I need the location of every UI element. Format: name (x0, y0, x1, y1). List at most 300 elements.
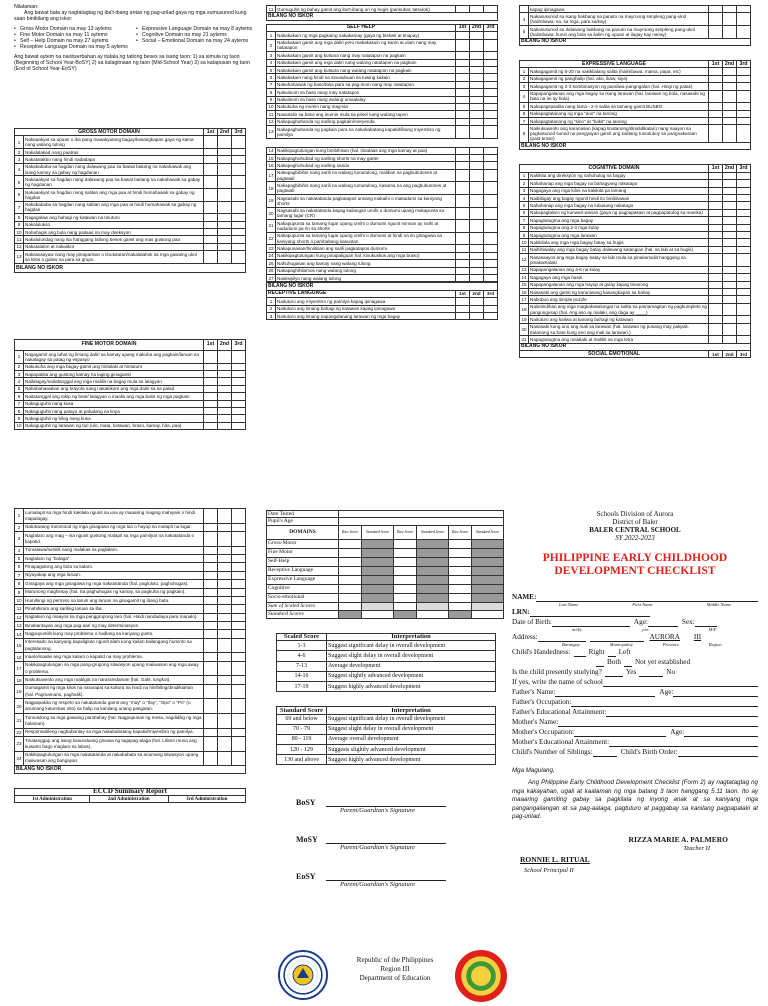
score-cell[interactable] (393, 602, 416, 610)
score-cell[interactable] (448, 593, 471, 602)
score-cell[interactable] (709, 125, 723, 143)
score-cell[interactable] (232, 699, 246, 714)
score-cell[interactable] (709, 68, 723, 75)
no-checkbox[interactable] (639, 669, 663, 677)
score-cell[interactable] (232, 385, 246, 392)
score-cell[interactable] (218, 638, 232, 653)
score-cell[interactable] (709, 316, 723, 323)
score-cell[interactable] (204, 638, 218, 653)
score-cell[interactable] (393, 593, 416, 602)
father-education-field[interactable] (606, 709, 758, 717)
score-cell[interactable] (484, 118, 498, 125)
score-cell[interactable] (737, 68, 751, 75)
score-cell[interactable] (484, 260, 498, 267)
score-cell[interactable] (456, 169, 470, 182)
score-cell[interactable] (232, 588, 246, 596)
score-cell[interactable] (472, 610, 504, 618)
score-cell[interactable] (204, 251, 218, 264)
score-cell[interactable] (737, 195, 751, 202)
score-cell[interactable] (204, 385, 218, 392)
score-cell[interactable] (232, 563, 246, 571)
score-cell[interactable] (232, 351, 246, 364)
score-cell[interactable] (393, 610, 416, 618)
score-cell[interactable] (218, 563, 232, 571)
score-cell[interactable] (232, 363, 246, 370)
score-cell[interactable] (484, 195, 498, 208)
score-cell[interactable] (204, 378, 218, 385)
score-cell[interactable] (484, 66, 498, 73)
score-cell[interactable] (218, 176, 232, 189)
score-cell[interactable] (232, 546, 246, 554)
score-cell[interactable] (737, 288, 751, 295)
score-cell[interactable] (204, 588, 218, 596)
score-cell[interactable] (204, 622, 218, 630)
score-cell[interactable] (456, 207, 470, 220)
score-cell[interactable] (737, 274, 751, 281)
score-cell[interactable] (232, 622, 246, 630)
score-cell[interactable] (484, 81, 498, 88)
score-cell[interactable] (218, 228, 232, 235)
score-cell[interactable] (417, 557, 449, 566)
score-cell[interactable] (218, 385, 232, 392)
father-name-field[interactable] (555, 689, 655, 697)
score-cell[interactable] (484, 162, 498, 169)
score-cell[interactable] (484, 111, 498, 118)
score-cell[interactable] (456, 298, 470, 305)
score-cell[interactable] (723, 103, 737, 110)
score-cell[interactable] (737, 239, 751, 246)
score-cell[interactable] (484, 182, 498, 195)
score-cell[interactable] (737, 266, 751, 273)
score-cell[interactable] (232, 596, 246, 604)
score-cell[interactable] (218, 393, 232, 400)
score-cell[interactable] (456, 103, 470, 110)
score-cell[interactable] (218, 580, 232, 588)
score-cell[interactable] (339, 566, 362, 575)
score-cell[interactable] (470, 81, 484, 88)
score-cell[interactable] (484, 52, 498, 59)
score-cell[interactable] (470, 298, 484, 305)
score-cell[interactable] (339, 593, 362, 602)
score-cell[interactable] (737, 296, 751, 303)
score-row-field[interactable] (339, 511, 504, 518)
score-cell[interactable] (204, 214, 218, 221)
score-cell[interactable] (204, 554, 218, 562)
score-cell[interactable] (218, 588, 232, 596)
score-cell[interactable] (470, 155, 484, 162)
score-cell[interactable] (723, 75, 737, 82)
score-cell[interactable] (709, 195, 723, 202)
score-cell[interactable] (723, 246, 737, 253)
score-cell[interactable] (472, 575, 504, 584)
score-cell[interactable] (204, 661, 218, 676)
score-cell[interactable] (709, 187, 723, 194)
score-cell[interactable] (448, 557, 471, 566)
score-cell[interactable] (218, 351, 232, 364)
score-cell[interactable] (456, 118, 470, 125)
score-cell[interactable] (456, 126, 470, 139)
score-cell[interactable] (737, 172, 751, 179)
score-cell[interactable] (232, 188, 246, 201)
score-cell[interactable] (232, 370, 246, 377)
score-cell[interactable] (723, 125, 737, 143)
municipality-field[interactable] (590, 634, 644, 642)
score-cell[interactable] (737, 187, 751, 194)
score-cell[interactable] (218, 156, 232, 163)
barangay-field[interactable] (538, 634, 586, 642)
score-cell[interactable] (204, 676, 218, 684)
score-cell[interactable] (456, 162, 470, 169)
score-cell[interactable] (417, 539, 449, 548)
score-cell[interactable] (484, 59, 498, 66)
score-cell[interactable] (218, 221, 232, 228)
score-cell[interactable] (723, 90, 737, 103)
score-cell[interactable] (232, 214, 246, 221)
mother-occupation-field[interactable] (574, 729, 666, 737)
score-cell[interactable] (456, 66, 470, 73)
lrn-field[interactable] (530, 609, 650, 617)
score-cell[interactable] (204, 422, 218, 429)
score-cell[interactable] (232, 400, 246, 407)
score-cell[interactable] (484, 103, 498, 110)
score-cell[interactable] (218, 415, 232, 422)
score-row-field[interactable] (339, 518, 504, 525)
bosy-signature-line[interactable] (326, 797, 446, 807)
score-cell[interactable] (484, 39, 498, 52)
score-cell[interactable] (470, 220, 484, 233)
score-cell[interactable] (737, 281, 751, 288)
score-cell[interactable] (204, 580, 218, 588)
score-cell[interactable] (470, 147, 484, 154)
score-cell[interactable] (232, 676, 246, 684)
score-cell[interactable] (204, 531, 218, 546)
score-cell[interactable] (737, 103, 751, 110)
father-age-field[interactable] (673, 689, 758, 697)
score-cell[interactable] (232, 228, 246, 235)
score-cell[interactable] (218, 684, 232, 699)
score-cell[interactable] (709, 90, 723, 103)
score-cell[interactable] (204, 221, 218, 228)
score-cell[interactable] (709, 103, 723, 110)
score-cell[interactable] (218, 728, 232, 736)
score-cell[interactable] (470, 182, 484, 195)
score-cell[interactable] (456, 232, 470, 245)
score-cell[interactable] (232, 638, 246, 653)
right-checkbox[interactable] (574, 649, 586, 657)
score-cell[interactable] (456, 81, 470, 88)
score-cell[interactable] (339, 610, 362, 618)
score-cell[interactable] (709, 288, 723, 295)
score-cell[interactable] (232, 661, 246, 676)
score-cell[interactable] (470, 260, 484, 267)
score-cell[interactable] (723, 254, 737, 267)
score-cell[interactable] (456, 312, 470, 319)
score-cell[interactable] (204, 370, 218, 377)
score-cell[interactable] (470, 207, 484, 220)
score-cell[interactable] (456, 252, 470, 259)
score-cell[interactable] (456, 220, 470, 233)
score-cell[interactable] (723, 217, 737, 224)
score-cell[interactable] (456, 195, 470, 208)
score-cell[interactable] (362, 548, 394, 557)
score-cell[interactable] (484, 207, 498, 220)
score-cell[interactable] (709, 202, 723, 209)
score-cell[interactable] (723, 288, 737, 295)
score-cell[interactable] (723, 274, 737, 281)
score-cell[interactable] (204, 148, 218, 155)
score-cell[interactable] (709, 180, 723, 187)
score-cell[interactable] (417, 566, 449, 575)
score-cell[interactable] (709, 323, 723, 336)
score-cell[interactable] (232, 509, 246, 524)
score-cell[interactable] (456, 96, 470, 103)
score-cell[interactable] (393, 539, 416, 548)
score-cell[interactable] (723, 68, 737, 75)
siblings-field[interactable] (593, 749, 617, 757)
score-cell[interactable] (417, 584, 449, 593)
score-cell[interactable] (484, 305, 498, 312)
score-cell[interactable] (218, 714, 232, 729)
school-name-field[interactable] (603, 679, 758, 687)
score-cell[interactable] (218, 407, 232, 414)
score-cell[interactable] (484, 252, 498, 259)
score-cell[interactable] (737, 224, 751, 231)
score-cell[interactable] (204, 156, 218, 163)
score-cell[interactable] (709, 13, 723, 26)
score-cell[interactable] (448, 610, 471, 618)
score-cell[interactable] (709, 217, 723, 224)
score-cell[interactable] (723, 224, 737, 231)
score-cell[interactable] (472, 584, 504, 593)
score-cell[interactable] (472, 593, 504, 602)
score-cell[interactable] (232, 523, 246, 531)
score-cell[interactable] (456, 155, 470, 162)
score-cell[interactable] (470, 111, 484, 118)
score-cell[interactable] (362, 566, 394, 575)
score-cell[interactable] (204, 236, 218, 243)
score-cell[interactable] (204, 684, 218, 699)
score-cell[interactable] (470, 89, 484, 96)
score-cell[interactable] (723, 303, 737, 316)
score-cell[interactable] (484, 312, 498, 319)
score-cell[interactable] (709, 336, 723, 343)
score-cell[interactable] (709, 246, 723, 253)
age-field[interactable] (648, 619, 678, 627)
score-cell[interactable] (709, 281, 723, 288)
score-cell[interactable] (204, 653, 218, 661)
score-cell[interactable] (484, 32, 498, 39)
score-cell[interactable] (393, 548, 416, 557)
score-cell[interactable] (484, 96, 498, 103)
score-cell[interactable] (417, 610, 449, 618)
score-cell[interactable] (362, 602, 394, 610)
score-cell[interactable] (204, 613, 218, 621)
score-cell[interactable] (232, 176, 246, 189)
score-cell[interactable] (204, 351, 218, 364)
score-cell[interactable] (204, 163, 218, 176)
score-cell[interactable] (204, 596, 218, 604)
score-cell[interactable] (232, 571, 246, 579)
score-cell[interactable] (204, 563, 218, 571)
score-cell[interactable] (470, 39, 484, 52)
score-cell[interactable] (204, 546, 218, 554)
score-cell[interactable] (448, 575, 471, 584)
score-cell[interactable] (417, 593, 449, 602)
score-cell[interactable] (723, 25, 737, 38)
score-cell[interactable] (470, 118, 484, 125)
score-cell[interactable] (484, 220, 498, 233)
score-cell[interactable] (709, 172, 723, 179)
score-cell[interactable] (417, 575, 449, 584)
score-cell[interactable] (218, 163, 232, 176)
score-cell[interactable] (339, 575, 362, 584)
score-cell[interactable] (218, 236, 232, 243)
score-cell[interactable] (456, 182, 470, 195)
score-cell[interactable] (737, 125, 751, 143)
score-cell[interactable] (709, 75, 723, 82)
score-cell[interactable] (456, 274, 470, 281)
score-cell[interactable] (218, 243, 232, 250)
score-cell[interactable] (448, 602, 471, 610)
score-cell[interactable] (448, 566, 471, 575)
score-cell[interactable] (204, 714, 218, 729)
score-cell[interactable] (723, 202, 737, 209)
score-cell[interactable] (232, 378, 246, 385)
score-cell[interactable] (456, 89, 470, 96)
score-cell[interactable] (232, 156, 246, 163)
score-cell[interactable] (339, 557, 362, 566)
score-cell[interactable] (709, 274, 723, 281)
score-cell[interactable] (723, 232, 737, 239)
score-cell[interactable] (737, 75, 751, 82)
score-cell[interactable] (470, 232, 484, 245)
score-cell[interactable] (339, 548, 362, 557)
score-cell[interactable] (218, 737, 232, 752)
score-cell[interactable] (470, 103, 484, 110)
score-cell[interactable] (218, 571, 232, 579)
score-cell[interactable] (737, 254, 751, 267)
score-cell[interactable] (393, 584, 416, 593)
score-cell[interactable] (204, 228, 218, 235)
score-cell[interactable] (723, 209, 737, 216)
score-cell[interactable] (456, 32, 470, 39)
score-cell[interactable] (232, 251, 246, 264)
score-cell[interactable] (232, 554, 246, 562)
yes-checkbox[interactable] (605, 669, 623, 677)
score-cell[interactable] (470, 74, 484, 81)
score-cell[interactable] (472, 566, 504, 575)
score-cell[interactable] (737, 202, 751, 209)
mother-age-field[interactable] (684, 729, 758, 737)
birth-order-field[interactable] (678, 749, 758, 757)
score-cell[interactable] (218, 201, 232, 214)
score-cell[interactable] (723, 296, 737, 303)
score-cell[interactable] (204, 630, 218, 638)
score-cell[interactable] (472, 602, 504, 610)
score-cell[interactable] (723, 187, 737, 194)
score-cell[interactable] (484, 89, 498, 96)
score-cell[interactable] (204, 571, 218, 579)
score-cell[interactable] (737, 303, 751, 316)
score-cell[interactable] (484, 126, 498, 139)
score-cell[interactable] (470, 52, 484, 59)
score-cell[interactable] (204, 737, 218, 752)
score-cell[interactable] (232, 422, 246, 429)
score-cell[interactable] (484, 147, 498, 154)
score-cell[interactable] (472, 557, 504, 566)
score-cell[interactable] (448, 539, 471, 548)
score-cell[interactable] (204, 400, 218, 407)
score-cell[interactable] (456, 147, 470, 154)
score-cell[interactable] (204, 363, 218, 370)
score-cell[interactable] (232, 243, 246, 250)
score-cell[interactable] (232, 728, 246, 736)
score-cell[interactable] (232, 613, 246, 621)
score-cell[interactable] (456, 245, 470, 252)
score-cell[interactable] (218, 214, 232, 221)
score-cell[interactable] (448, 548, 471, 557)
score-cell[interactable] (456, 305, 470, 312)
not-established-checkbox[interactable] (624, 659, 632, 667)
score-cell[interactable] (218, 251, 232, 264)
score-cell[interactable] (218, 605, 232, 613)
score-cell[interactable] (218, 699, 232, 714)
score-cell[interactable] (218, 148, 232, 155)
score-cell[interactable] (470, 245, 484, 252)
score-cell[interactable] (484, 274, 498, 281)
score-cell[interactable] (737, 209, 751, 216)
dob-field[interactable] (552, 619, 630, 627)
score-cell[interactable] (232, 714, 246, 729)
score-cell[interactable] (339, 602, 362, 610)
score-cell[interactable] (232, 393, 246, 400)
score-cell[interactable] (470, 252, 484, 259)
score-cell[interactable] (737, 232, 751, 239)
score-cell[interactable] (204, 176, 218, 189)
score-cell[interactable] (723, 323, 737, 336)
score-cell[interactable] (484, 74, 498, 81)
score-cell[interactable] (456, 59, 470, 66)
score-cell[interactable] (232, 684, 246, 699)
score-cell[interactable] (393, 566, 416, 575)
score-cell[interactable] (339, 539, 362, 548)
score-cell[interactable] (232, 236, 246, 243)
name-field[interactable] (536, 594, 758, 602)
left-checkbox[interactable] (608, 649, 616, 657)
score-cell[interactable] (709, 209, 723, 216)
score-cell[interactable] (470, 59, 484, 66)
score-cell[interactable] (218, 653, 232, 661)
score-cell[interactable] (723, 172, 737, 179)
score-cell[interactable] (484, 267, 498, 274)
score-cell[interactable] (204, 188, 218, 201)
score-cell[interactable] (218, 546, 232, 554)
score-cell[interactable] (456, 111, 470, 118)
score-cell[interactable] (232, 136, 246, 149)
score-cell[interactable] (709, 110, 723, 117)
score-cell[interactable] (232, 751, 246, 766)
score-cell[interactable] (723, 110, 737, 117)
score-cell[interactable] (218, 676, 232, 684)
score-cell[interactable] (470, 32, 484, 39)
score-cell[interactable] (709, 303, 723, 316)
score-cell[interactable] (204, 415, 218, 422)
both-checkbox[interactable] (596, 659, 604, 667)
score-cell[interactable] (456, 74, 470, 81)
score-cell[interactable] (204, 751, 218, 766)
score-cell[interactable] (232, 407, 246, 414)
score-cell[interactable] (204, 509, 218, 524)
